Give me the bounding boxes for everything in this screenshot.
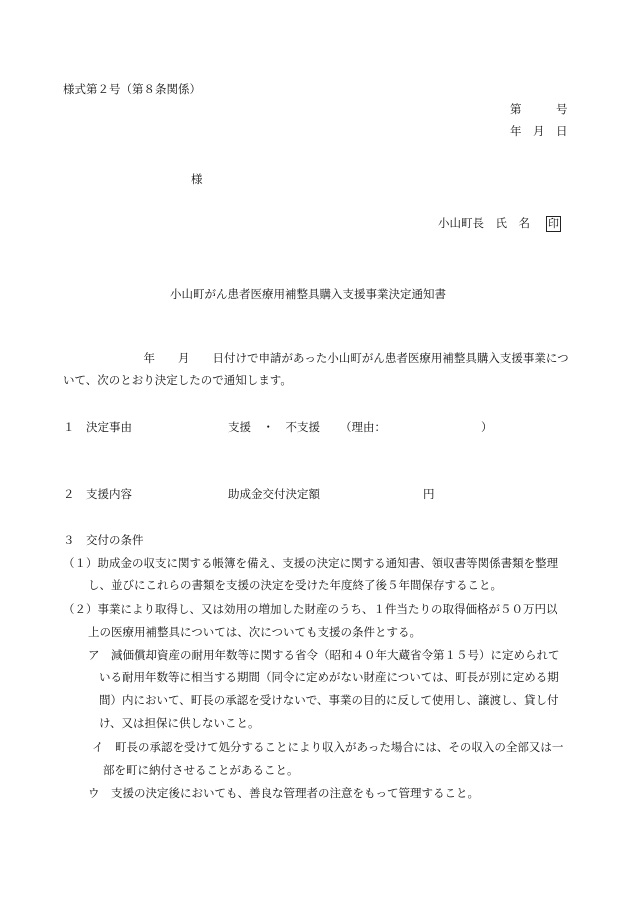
condition-1-line-2: し、並びにこれらの書類を支援の決定を受けた年度終了後５年間保存すること。 [88, 578, 502, 592]
sub-u-line-1: ウ 支援の決定後においても、善良な管理者の注意をもって管理すること。 [88, 786, 479, 800]
sub-a-line-4: け、又は担保に供しないこと。 [99, 716, 260, 730]
document-number: 第 号 [510, 102, 568, 116]
sub-i-line-1: イ 町長の承認を受けて処分することにより収入があった場合には、その収入の全部又は一 [92, 740, 564, 754]
condition-2-line-2: 上の医療用補整具については、次についても支援の条件とする。 [88, 625, 422, 639]
item2-unit: 円 [423, 487, 435, 501]
item2-field: 助成金交付決定額 [228, 487, 320, 501]
item1-options: 支援 ・ 不支援 [228, 420, 320, 434]
item1-reason-close: ） [481, 420, 493, 434]
sub-a-line-3: 間）内において、町長の承認を受けないで、事業の目的に反して使用し、譲渡し、貸し付 [99, 693, 559, 707]
item2-label: ２ 支援内容 [63, 487, 132, 501]
item1-label: １ 決定事由 [63, 420, 132, 434]
addressee-suffix: 様 [191, 172, 203, 186]
intro-line-1: 年 月 日付けで申請があった小山町がん患者医療用補整具購入支援事業につ [63, 351, 569, 365]
item3-label: ３ 交付の条件 [63, 533, 144, 547]
condition-2-line-1: （２）事業により取得し、又は効用の増加した財産のうち、１件当たりの取得価格が５０万円以 [63, 602, 558, 616]
sub-a-line-2: いる耐用年数等に相当する期間（同令に定めがない財産については、町長が別に定める期 [99, 670, 559, 684]
document-title: 小山町がん患者医療用補整具購入支援事業決定通知書 [170, 287, 446, 301]
seal-stamp: 印 [548, 217, 559, 230]
issuer-block [438, 216, 561, 232]
intro-line-2: いて、次のとおり決定したので通知します。 [63, 373, 292, 387]
document-date: 年 月 日 [510, 124, 568, 138]
sub-a-line-1: ア 減価償却資産の耐用年数等に関する省令（昭和４０年大蔵省令第１５号）に定められて [88, 648, 560, 662]
item1-reason-open: （理由： [340, 420, 386, 434]
sub-i-line-2: 部を町に納付させることがあること。 [103, 763, 299, 777]
condition-1-line-1: （１）助成金の収支に関する帳簿を備え、支援の決定に関する通知書、領収書等関係書類を整理 [63, 556, 559, 570]
issuer-name: 小山町長 氏 名 [438, 216, 530, 230]
form-label: 様式第２号（第８条関係） [63, 82, 201, 96]
